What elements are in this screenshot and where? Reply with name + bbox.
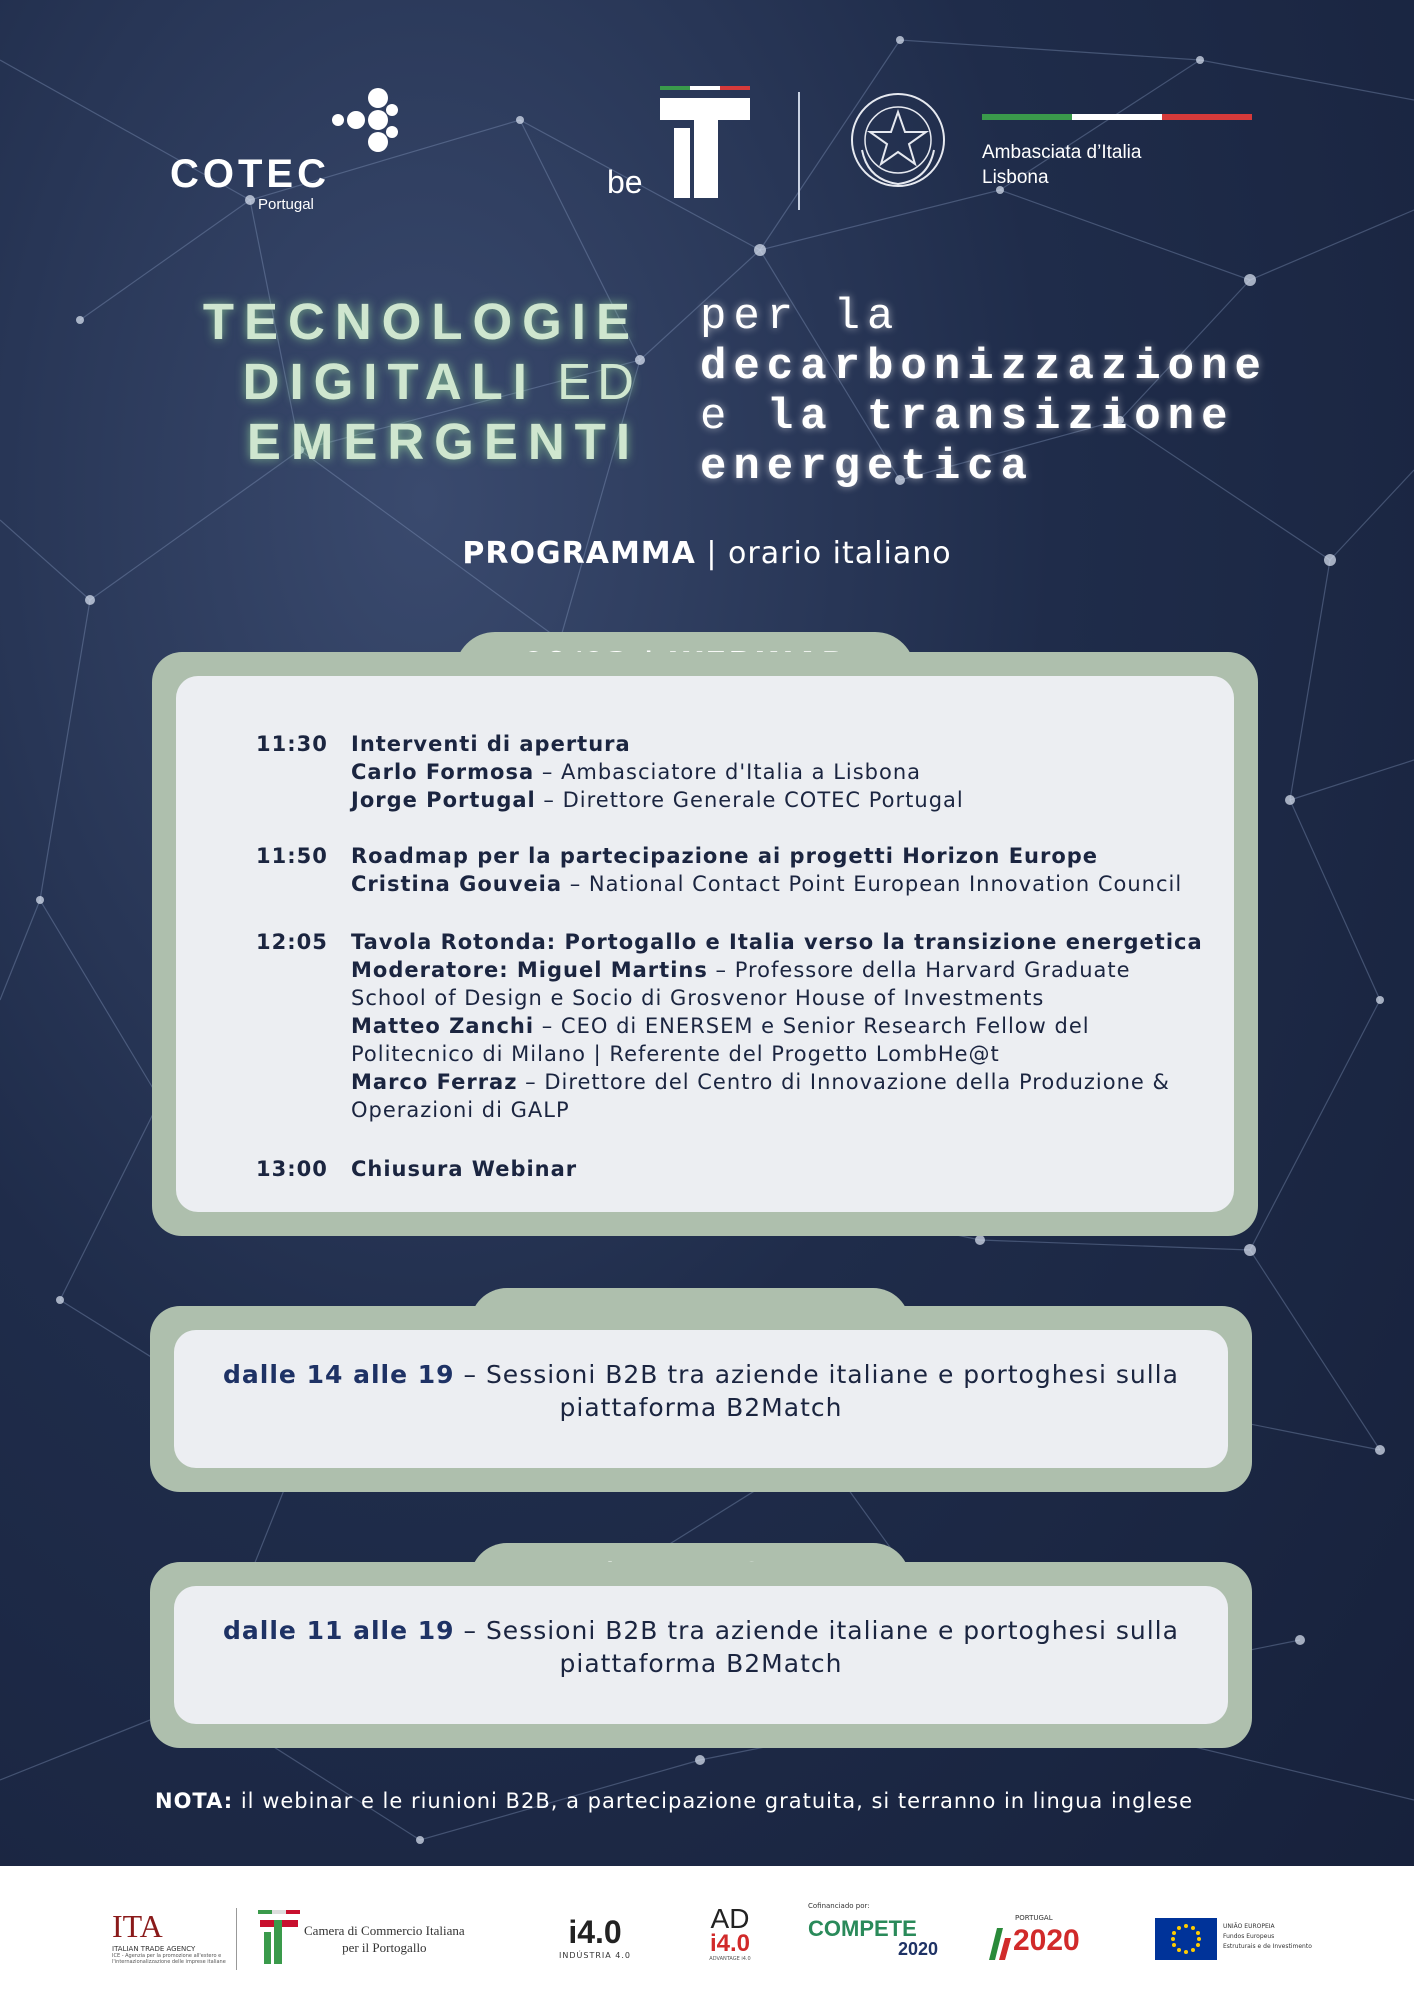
ita-logo-text: ITA bbox=[112, 1908, 163, 1944]
compete-year: 2020 bbox=[897, 1939, 938, 1959]
b2b-card-1-body bbox=[174, 1330, 1228, 1468]
be-it-logo bbox=[605, 86, 765, 206]
speaker-name: Moderatore: Miguel Martins bbox=[351, 958, 708, 982]
portugal-2020-year: 2020 bbox=[1013, 1924, 1080, 1957]
advantage-40-sub: ADVANTAGE i4.0 bbox=[709, 1956, 751, 1962]
embassy-name bbox=[982, 140, 1141, 190]
ita-logo bbox=[112, 1908, 232, 1965]
speaker-role: – Direttore Generale COTEC Portugal bbox=[535, 788, 964, 812]
ita-logo-sub-2: ICE - Agenzia per la promozione all'estero e bbox=[112, 1953, 222, 1959]
portugal-2020-mark-icon bbox=[985, 1926, 1011, 1962]
speaker-role: – CEO di ENERSEM e Senior Research Fellow del bbox=[534, 1014, 1090, 1038]
industria-40-logo bbox=[550, 1914, 640, 1960]
title-left-line-1: TECNOLOGIE bbox=[202, 293, 640, 350]
b2b-1-hours: dalle 14 alle 19 bbox=[223, 1360, 455, 1389]
schedule-heading: Tavola Rotonda: Portogallo e Italia verso la transizione energetica bbox=[351, 930, 1203, 954]
title-right-line-3 bbox=[700, 392, 1268, 442]
b2b-1-description bbox=[174, 1358, 1228, 1424]
schedule-time: 12:05 bbox=[256, 930, 328, 954]
schedule-heading: Interventi di apertura bbox=[351, 732, 631, 756]
speaker-name: Carlo Formosa bbox=[351, 760, 535, 784]
camera-commercio-line-2: per il Portogallo bbox=[342, 1940, 427, 1955]
programma-rest: | orario italiano bbox=[695, 536, 952, 571]
speaker-role: School of Design e Socio di Grosvenor House of Investments bbox=[351, 986, 1045, 1010]
speaker-line bbox=[351, 1096, 1231, 1124]
title-right-line-3-thin: e bbox=[700, 392, 767, 442]
cotec-logo bbox=[170, 80, 400, 213]
embassy-line-2: Lisbona bbox=[982, 167, 1049, 188]
advantage-40-logo bbox=[690, 1903, 770, 1962]
speaker-line bbox=[351, 984, 1231, 1012]
schedule-description bbox=[351, 842, 1231, 898]
schedule-time: 11:30 bbox=[256, 732, 328, 756]
title-left-line-2-thin: ED bbox=[536, 353, 640, 410]
be-it-mark-icon bbox=[660, 86, 765, 201]
advantage-40-i40: i4.0 bbox=[709, 1930, 751, 1957]
title-left-line-2-bold: DIGITALI bbox=[242, 353, 537, 410]
italian-flag-line-icon bbox=[982, 114, 1252, 120]
programma-bold: PROGRAMMA bbox=[462, 536, 696, 571]
b2b-2-hours: dalle 11 alle 19 bbox=[223, 1616, 455, 1645]
camera-commercio-line-1: Camera di Commercio Italiana bbox=[304, 1923, 465, 1938]
b2b-1-text: – Sessioni B2B tra aziende italiane e portoghesi sulla bbox=[454, 1360, 1179, 1389]
title-right-line-4-bold: energetica bbox=[700, 442, 1035, 492]
title-left bbox=[150, 292, 640, 472]
title-left-line-2 bbox=[150, 352, 640, 412]
portugal-2020-logo bbox=[985, 1910, 1105, 1970]
schedule-description bbox=[351, 1155, 1231, 1183]
speaker-line bbox=[351, 758, 1231, 786]
speaker-role: Politecnico di Milano | Referente del Progetto LombHe@t bbox=[351, 1042, 1000, 1066]
speaker-line bbox=[351, 1012, 1231, 1040]
b2b-card-1 bbox=[150, 1306, 1252, 1492]
advantage-40-ad: AD bbox=[710, 1903, 750, 1934]
schedule-description bbox=[351, 928, 1231, 1124]
title-right-line-2-bold: decarbonizzazione bbox=[700, 342, 1268, 392]
ita-logo-sub-3: l'internazionalizzazione delle imprese italiane bbox=[112, 1959, 226, 1965]
industria-40-sub: INDÚSTRIA 4.0 bbox=[559, 1951, 631, 1960]
speaker-line bbox=[351, 870, 1231, 898]
speaker-role: – Direttore del Centro di Innovazione della Produzione & bbox=[517, 1070, 1170, 1094]
header-divider bbox=[798, 92, 800, 210]
note-text: il webinar e le riunioni B2B, a partecipazione gratuita, si terranno in lingua inglese bbox=[233, 1789, 1194, 1813]
b2b-2-text-2: piattaforma B2Match bbox=[559, 1649, 843, 1678]
speaker-name: Jorge Portugal bbox=[351, 788, 536, 812]
b2b-2-description bbox=[174, 1614, 1228, 1680]
title-right-line-3-bold: la transizione bbox=[766, 392, 1235, 442]
speaker-line bbox=[351, 1068, 1231, 1096]
schedule-heading: Roadmap per la partecipazione ai progetti Horizon Europe bbox=[351, 844, 1099, 868]
title-right-line-1: per la bbox=[700, 292, 901, 342]
speaker-name: Cristina Gouveia bbox=[351, 872, 563, 896]
header-logos bbox=[0, 0, 1414, 230]
speaker-role: – Ambasciatore d'Italia a Lisbona bbox=[534, 760, 922, 784]
b2b-1-text-2: piattaforma B2Match bbox=[559, 1393, 843, 1422]
industria-40-text: i4.0 bbox=[568, 1914, 622, 1950]
webinar-card bbox=[152, 652, 1258, 1236]
b2b-card-2 bbox=[150, 1562, 1252, 1748]
ita-logo-sub-1: ITALIAN TRADE AGENCY bbox=[112, 1945, 196, 1953]
portugal-2020-small: PORTUGAL bbox=[1015, 1914, 1053, 1922]
b2b-card-2-body bbox=[174, 1586, 1228, 1724]
be-it-text: be bbox=[607, 164, 643, 200]
schedule-description bbox=[351, 730, 1231, 814]
compete-2020-logo bbox=[808, 1902, 938, 1958]
speaker-role: – National Contact Point European Innovation Council bbox=[562, 872, 1183, 896]
speaker-line bbox=[351, 1040, 1231, 1068]
eu-flag-icon bbox=[1155, 1918, 1217, 1960]
speaker-role: Operazioni di GALP bbox=[351, 1098, 570, 1122]
embassy-line-1: Ambasciata d’Italia bbox=[982, 142, 1142, 163]
footer-divider bbox=[236, 1908, 237, 1970]
compete-text: COMPETE bbox=[808, 1916, 917, 1941]
speaker-role: – Professore della Harvard Graduate bbox=[707, 958, 1131, 982]
b2b-2-text: – Sessioni B2B tra aziende italiane e portoghesi sulla bbox=[454, 1616, 1179, 1645]
cotec-name: COTEC bbox=[170, 152, 330, 196]
webinar-card-body bbox=[176, 676, 1234, 1212]
eu-line-3: Estruturais e de Investimento bbox=[1223, 1943, 1312, 1950]
sponsor-footer bbox=[0, 1866, 1414, 2000]
italian-emblem-icon bbox=[848, 90, 948, 190]
speaker-name: Matteo Zanchi bbox=[351, 1014, 535, 1038]
title-right-line-4 bbox=[700, 442, 1268, 492]
programma-heading bbox=[0, 536, 1414, 571]
compete-cofinanced: Cofinanciado por: bbox=[808, 1902, 870, 1910]
speaker-name: Marco Ferraz bbox=[351, 1070, 518, 1094]
eu-line-2: Fundos Europeus bbox=[1223, 1933, 1275, 1940]
schedule-time: 13:00 bbox=[256, 1157, 328, 1181]
camera-commercio-logo bbox=[258, 1910, 498, 1970]
speaker-line bbox=[351, 786, 1231, 814]
cotec-subtitle: Portugal bbox=[258, 196, 314, 213]
schedule-heading: Chiusura Webinar bbox=[351, 1157, 578, 1181]
eu-line-1: UNIÃO EUROPEIA bbox=[1223, 1923, 1275, 1930]
title-right bbox=[700, 292, 1268, 492]
eu-logo bbox=[1155, 1918, 1315, 1964]
note-label: NOTA: bbox=[155, 1789, 234, 1813]
speaker-line bbox=[351, 956, 1231, 984]
camera-commercio-mark-icon bbox=[258, 1910, 302, 1966]
note bbox=[155, 1789, 1193, 1813]
title-left-line-3: EMERGENTI bbox=[246, 413, 640, 470]
title-right-line-2 bbox=[700, 342, 1268, 392]
schedule-time: 11:50 bbox=[256, 844, 328, 868]
cotec-dots-icon bbox=[320, 80, 400, 160]
